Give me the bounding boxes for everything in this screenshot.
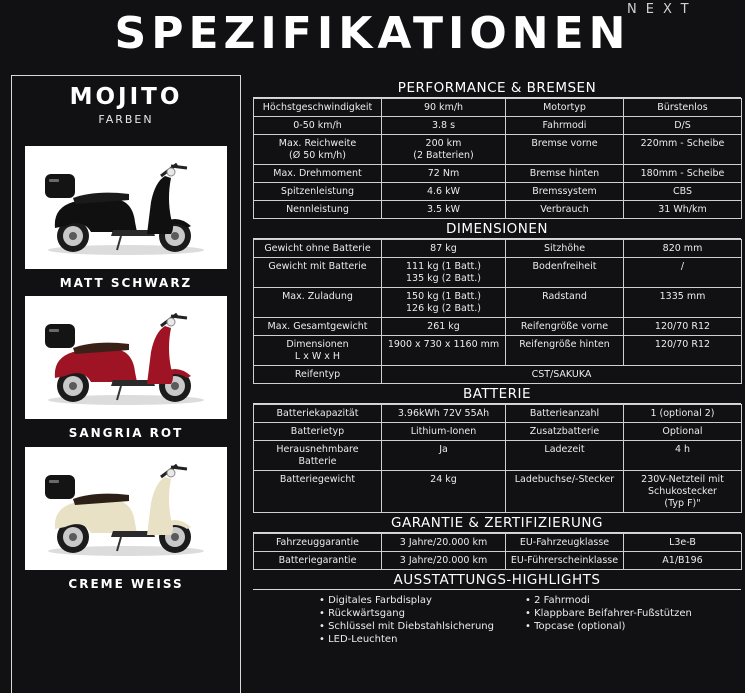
spec-value: 820 mm <box>624 240 742 258</box>
table-row <box>254 165 742 183</box>
table-row <box>254 117 742 135</box>
scooter-photo-red <box>25 296 227 419</box>
table-row <box>254 288 742 318</box>
spec-value: 3 Jahre/20.000 km <box>382 534 506 552</box>
table-row <box>254 99 742 117</box>
spec-label: Dimensionen L x W x H <box>254 336 382 366</box>
table-row <box>254 441 742 471</box>
section-title-performance: PERFORMANCE & BREMSEN <box>253 78 741 98</box>
spec-value: 220mm - Scheibe <box>624 135 742 165</box>
spec-label: Ladezeit <box>506 441 624 471</box>
section-title-highlights: AUSSTATTUNGS-HIGHLIGHTS <box>253 570 741 590</box>
page-title: SPEZIFIKATIONEN <box>114 8 631 59</box>
spec-value: CBS <box>624 183 742 201</box>
spec-label: Nennleistung <box>254 201 382 219</box>
spec-label: Batteriegewicht <box>254 471 382 513</box>
scooter-image-icon <box>25 146 227 269</box>
spec-label: Bodenfreiheit <box>506 258 624 288</box>
spec-label: Max. Zuladung <box>254 288 382 318</box>
spec-label: Zusatzbatterie <box>506 423 624 441</box>
spec-label: Motortyp <box>506 99 624 117</box>
spec-value: 90 km/h <box>382 99 506 117</box>
color-label: CREME WEISS <box>68 577 184 591</box>
table-row <box>254 366 742 384</box>
spec-value: 230V-Netzteil mit Schukostecker (Typ F)" <box>624 471 742 513</box>
table-row <box>254 552 742 570</box>
spec-label: Sitzhöhe <box>506 240 624 258</box>
spec-value: 1900 x 730 x 1160 mm <box>382 336 506 366</box>
spec-label: Spitzenleistung <box>254 183 382 201</box>
warranty-table <box>253 533 742 570</box>
spec-value: 87 kg <box>382 240 506 258</box>
color-panel <box>11 75 241 693</box>
table-row <box>254 135 742 165</box>
spec-label: Reifengröße vorne <box>506 318 624 336</box>
spec-value: 3.5 kW <box>382 201 506 219</box>
spec-label: Max. Reichweite (Ø 50 km/h) <box>254 135 382 165</box>
spec-value: Lithium-Ionen <box>382 423 506 441</box>
spec-label: Max. Gesamtgewicht <box>254 318 382 336</box>
spec-label: Herausnehmbare Batterie <box>254 441 382 471</box>
spec-label: Max. Drehmoment <box>254 165 382 183</box>
spec-value: 150 kg (1 Batt.) 126 kg (2 Batt.) <box>382 288 506 318</box>
spec-value: 1 (optional 2) <box>624 405 742 423</box>
spec-value: 72 Nm <box>382 165 506 183</box>
spec-value: / <box>624 258 742 288</box>
spec-value: 3 Jahre/20.000 km <box>382 552 506 570</box>
spec-value: 3.8 s <box>382 117 506 135</box>
scooter-image-icon <box>25 296 227 419</box>
spec-label: EU-Fahrzeugklasse <box>506 534 624 552</box>
spec-label: Verbrauch <box>506 201 624 219</box>
model-subtitle: FARBEN <box>98 113 154 126</box>
spec-value: D/S <box>624 117 742 135</box>
section-title-battery: BATTERIE <box>253 384 741 404</box>
spec-label: Radstand <box>506 288 624 318</box>
color-label: SANGRIA ROT <box>68 426 184 440</box>
spec-label: Reifengröße hinten <box>506 336 624 366</box>
color-option-red[interactable] <box>25 296 227 440</box>
list-item: • Klappbare Beifahrer-Fußstützen <box>525 608 692 619</box>
list-item: • 2 Fahrmodi <box>525 595 590 606</box>
spec-value: 3.96kWh 72V 55Ah <box>382 405 506 423</box>
spec-value: 180mm - Scheibe <box>624 165 742 183</box>
spec-label: Bremse vorne <box>506 135 624 165</box>
spec-label: Bremssystem <box>506 183 624 201</box>
table-row <box>254 318 742 336</box>
spec-label: Gewicht mit Batterie <box>254 258 382 288</box>
spec-label: Batteriegarantie <box>254 552 382 570</box>
spec-value: 200 km (2 Batterien) <box>382 135 506 165</box>
spec-value: 120/70 R12 <box>624 336 742 366</box>
spec-label: Gewicht ohne Batterie <box>254 240 382 258</box>
table-row <box>254 183 742 201</box>
color-label: MATT SCHWARZ <box>59 276 193 290</box>
spec-label: Batterietyp <box>254 423 382 441</box>
table-row <box>254 405 742 423</box>
spec-value: Ja <box>382 441 506 471</box>
table-row <box>254 336 742 366</box>
section-title-warranty: GARANTIE & ZERTIFIZIERUNG <box>253 513 741 533</box>
spec-sheet <box>253 78 741 655</box>
spec-value: Optional <box>624 423 742 441</box>
spec-label: 0-50 km/h <box>254 117 382 135</box>
spec-label: Fahrmodi <box>506 117 624 135</box>
spec-label: Batterieanzahl <box>506 405 624 423</box>
scooter-photo-black <box>25 146 227 269</box>
spec-label: Fahrzeuggarantie <box>254 534 382 552</box>
table-row <box>254 534 742 552</box>
dimensions-table <box>253 239 742 384</box>
brand-logo: NEXT <box>627 2 698 17</box>
spec-label: Ladebuchse/-Stecker <box>506 471 624 513</box>
spec-value: 24 kg <box>382 471 506 513</box>
spec-value: 4.6 kW <box>382 183 506 201</box>
table-row <box>254 258 742 288</box>
spec-value: 4 h <box>624 441 742 471</box>
color-option-cream[interactable] <box>25 447 227 591</box>
model-name: MOJITO <box>69 84 183 110</box>
spec-value: L3e-B <box>624 534 742 552</box>
performance-table <box>253 98 742 219</box>
scooter-photo-cream <box>25 447 227 570</box>
spec-label: EU-Führerscheinklasse <box>506 552 624 570</box>
section-title-dimensions: DIMENSIONEN <box>253 219 741 239</box>
highlights-col-2 <box>525 594 692 633</box>
list-item: • Digitales Farbdisplay <box>319 595 432 606</box>
spec-value: Bürstenlos <box>624 99 742 117</box>
spec-value: 31 Wh/km <box>624 201 742 219</box>
spec-label: Höchstgeschwindigkeit <box>254 99 382 117</box>
highlights-col-1 <box>319 594 494 646</box>
list-item: • Schlüssel mit Diebstahlsicherung <box>319 621 494 632</box>
spec-value: 120/70 R12 <box>624 318 742 336</box>
list-item: • Topcase (optional) <box>525 621 626 632</box>
battery-table <box>253 404 742 513</box>
table-row <box>254 423 742 441</box>
spec-label: Batteriekapazität <box>254 405 382 423</box>
table-row <box>254 240 742 258</box>
spec-value: 111 kg (1 Batt.) 135 kg (2 Batt.) <box>382 258 506 288</box>
spec-value: 1335 mm <box>624 288 742 318</box>
list-item: • LED-Leuchten <box>319 634 398 645</box>
spec-label: Bremse hinten <box>506 165 624 183</box>
table-row <box>254 201 742 219</box>
spec-value: CST/SAKUKA <box>382 366 742 384</box>
highlights-list <box>253 590 741 655</box>
table-row <box>254 471 742 513</box>
list-item: • Rückwärtsgang <box>319 608 405 619</box>
scooter-image-icon <box>25 447 227 570</box>
color-option-black[interactable] <box>25 146 227 290</box>
spec-value: 261 kg <box>382 318 506 336</box>
spec-value: A1/B196 <box>624 552 742 570</box>
spec-label: Reifentyp <box>254 366 382 384</box>
